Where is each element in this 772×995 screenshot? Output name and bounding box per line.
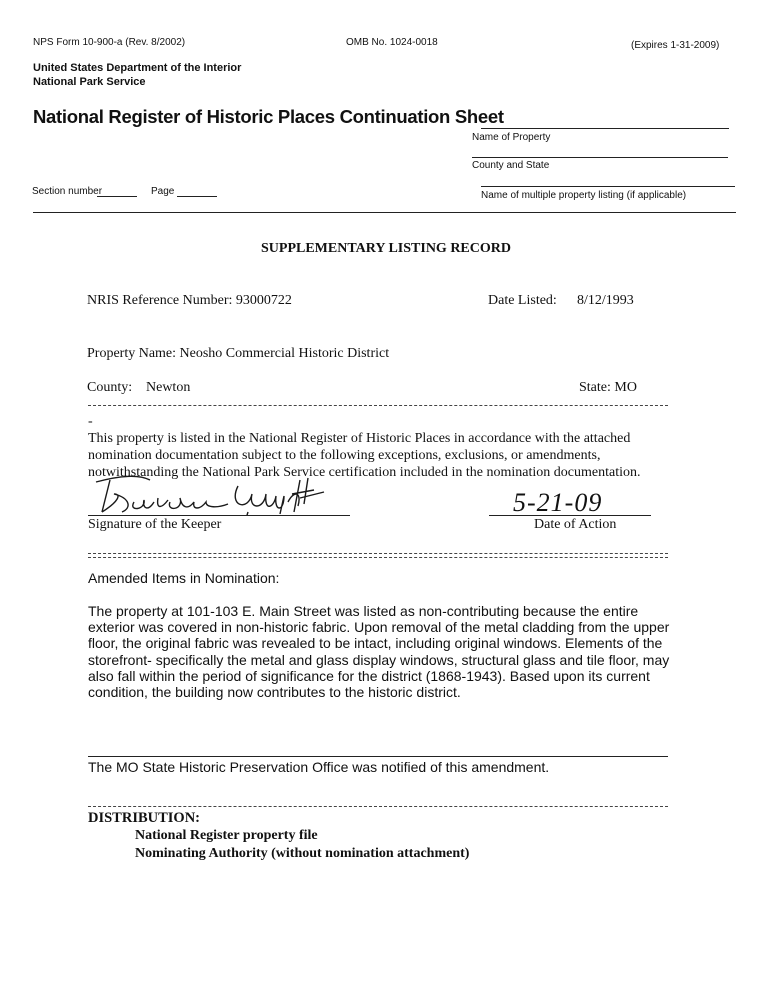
name-of-property-line	[481, 128, 729, 129]
county-label: County:	[87, 380, 133, 395]
distribution-item: Nominating Authority (without nomination attachment)	[135, 846, 470, 861]
double-dashed-separator	[88, 553, 668, 558]
action-date-label: Date of Action	[534, 517, 617, 532]
signature-line	[88, 515, 350, 516]
section-number-label: Section number	[32, 186, 103, 197]
form-number: NPS Form 10-900-a (Rev. 8/2002)	[33, 37, 186, 48]
page-line	[177, 196, 217, 197]
property-name: Property Name: Neosho Commercial Historic District	[87, 346, 390, 361]
header-divider	[33, 212, 736, 213]
record-heading: SUPPLEMENTARY LISTING RECORD	[261, 241, 511, 256]
dashed-separator	[88, 405, 668, 406]
expiration-date: (Expires 1-31-2009)	[631, 40, 720, 51]
date-listed-label: Date Listed:	[488, 293, 557, 308]
county-value: Newton	[146, 380, 191, 395]
listing-statement: This property is listed in the National Register of Historic Places in accordance with the attached nomination documentation subject to the following exceptions, exclusions, or amendments, notwithstanding the National Park Service certification included in the nomination documentation.	[88, 431, 641, 480]
page-label: Page	[151, 186, 175, 197]
agency-name: National Park Service	[33, 76, 146, 88]
nris-reference: NRIS Reference Number: 93000722	[87, 293, 292, 308]
distribution-separator	[88, 806, 668, 807]
stray-dash: -	[88, 414, 93, 429]
county-state-line	[472, 157, 728, 158]
notice-line	[88, 756, 668, 757]
state-label: State: MO	[579, 380, 637, 395]
omb-number: OMB No. 1024-0018	[346, 37, 438, 48]
action-date: 5-21-09	[513, 488, 603, 517]
signature-label: Signature of the Keeper	[88, 517, 222, 532]
county-state-label: County and State	[472, 160, 550, 171]
action-date-line	[489, 515, 651, 516]
name-of-property-label: Name of Property	[472, 132, 551, 143]
keeper-signature	[88, 472, 356, 516]
date-listed-value: 8/12/1993	[577, 293, 634, 308]
department-name: United States Department of the Interior	[33, 62, 242, 74]
amended-items-heading: Amended Items in Nomination:	[88, 570, 280, 586]
shpo-notice: The MO State Historic Preservation Office was notified of this amendment.	[88, 759, 550, 775]
signature-scribble	[88, 472, 356, 516]
multiple-listing-label: Name of multiple property listing (if applicable)	[481, 190, 687, 201]
multiple-listing-line	[481, 186, 735, 187]
distribution-heading: DISTRIBUTION:	[88, 810, 200, 826]
distribution-item: National Register property file	[135, 828, 318, 843]
form-title: National Register of Historic Places Continuation Sheet	[33, 106, 504, 127]
section-number-line	[97, 196, 137, 197]
amendment-body: The property at 101-103 E. Main Street was listed as non-contributing because the entire exterior was covered in non-historic fabric. Upon removal of the metal cladding from the upper floor, the original fabric was revealed to be intact, including original windows. Elements of the storefront- specifically the metal and glass display windows, structural glass and tile floor, may also fall within the period of significance for the district (1868-1943). Based upon its current condition, the building now contributes to the historic district.	[88, 603, 670, 701]
